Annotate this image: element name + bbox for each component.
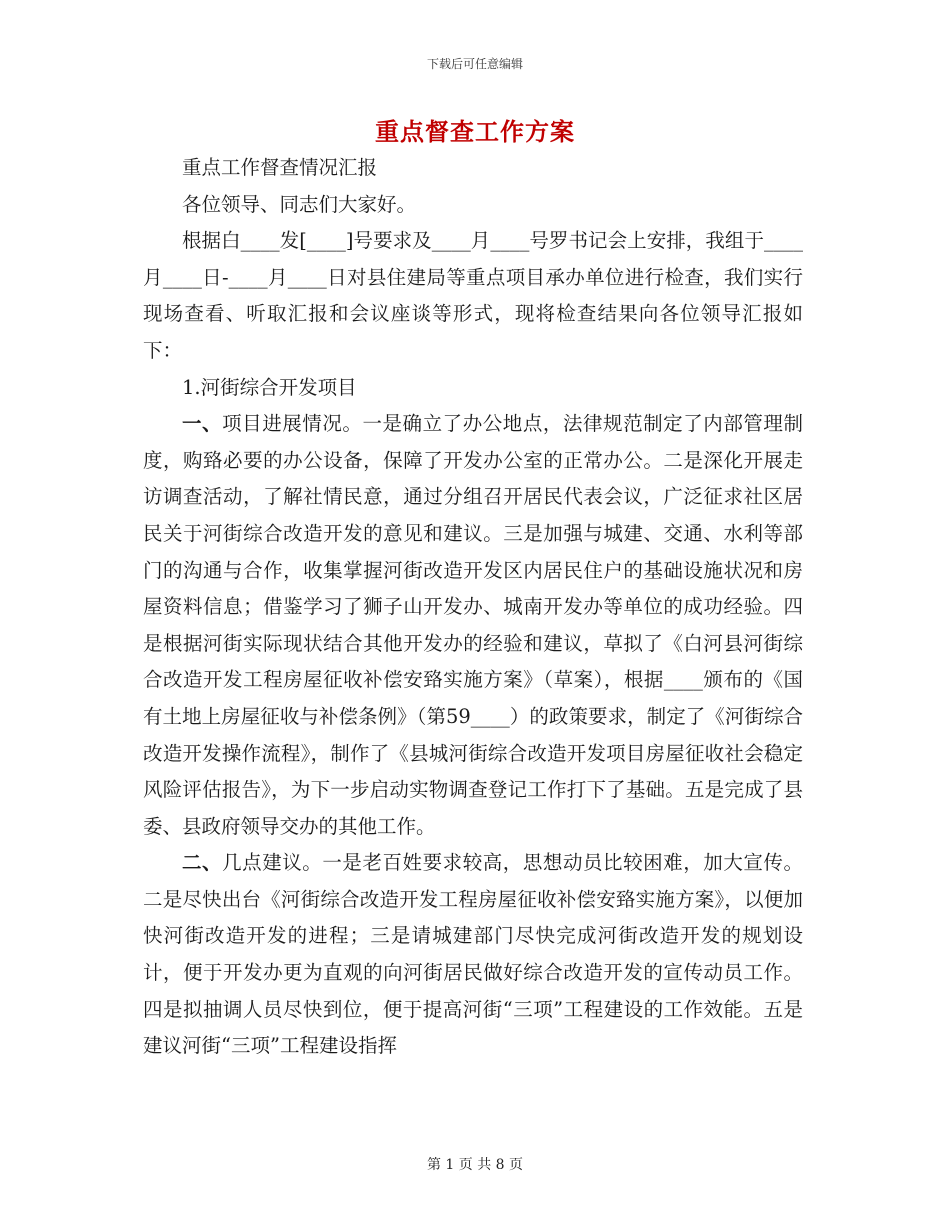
- paragraph-text: 各位领导、同志们大家好。: [182, 192, 417, 216]
- paragraph-lead: 一、: [182, 412, 223, 436]
- paragraph-project-heading: [143, 370, 803, 407]
- page-number: 第 1 页 共 8 页: [426, 1157, 524, 1173]
- paragraph-report-title: [143, 150, 803, 187]
- paragraph-greeting: [143, 187, 803, 224]
- paragraph-text: 重点工作督查情况汇报: [182, 156, 378, 179]
- paragraph-suggestions: [143, 845, 803, 1065]
- header-note: 下载后可任意编辑: [426, 57, 523, 71]
- document-title: 重点督查工作方案: [375, 117, 575, 146]
- paragraph-lead: 二、: [182, 851, 223, 875]
- paragraph-progress: [143, 406, 803, 845]
- paragraph-text: 1.河街综合开发项目: [182, 375, 357, 399]
- paragraph-text: 几点建议。一是老百姓要求较高，思想动员比较困难，加大宣传。二是尽快出台《河街综合改造开发工程房屋征收补偿安臵实施方案》，以便加快河街改造开发的进程；三是请城建部门尽快完成河街改造开发的规划设计，便于开发办更为直观的向河街居民做好综合改造开发的宣传动员工作。四是拟抽调人员尽快到位，便于提高河街“三项”工程建设的工作效能。五是建议河街“三项”工程建设指挥: [143, 851, 803, 1058]
- paragraph-text: 项目进展情况。一是确立了办公地点，法律规范制定了内部管理制度，购臵必要的办公设备，保障了开发办公室的正常办公。二是深化开展走访调查活动，了解社情民意，通过分组召开居民代表会议，广泛征求社区居民关于河街综合改造开发的意见和建议。三是加强与城建、交通、水利等部门的沟通与合作，收集掌握河街改造开发区内居民住户的基础设施状况和房屋资料信息；借鉴学习了狮子山开发办、城南开发办等单位的成功经验。四是根据河街实际现状结合其他开发办的经验和建议，草拟了《白河县河街综合改造开发工程房屋征收补偿安臵实施方案》（草案），根据____颁布的《国有土地上房屋征收与补偿条例》（第59____）的政策要求，制定了《河街综合改造开发操作流程》，制作了《县城河街综合改造开发项目房屋征收社会稳定风险评估报告》，为下一步启动实物调查登记工作打下了基础。五是完成了县委、县政府领导交办的其他工作。: [143, 412, 803, 838]
- paragraph-intro: [143, 223, 803, 369]
- document-body: [143, 150, 803, 1065]
- paragraph-text: 根据白____发[____]号要求及____月____号罗书记会上安排，我组于____月____日-____月____日对县住建局等重点项目承办单位进行检查，我们实行现场查看、听取汇报和会议座谈等形式，现将检查结果向各位领导汇报如下：: [143, 229, 803, 362]
